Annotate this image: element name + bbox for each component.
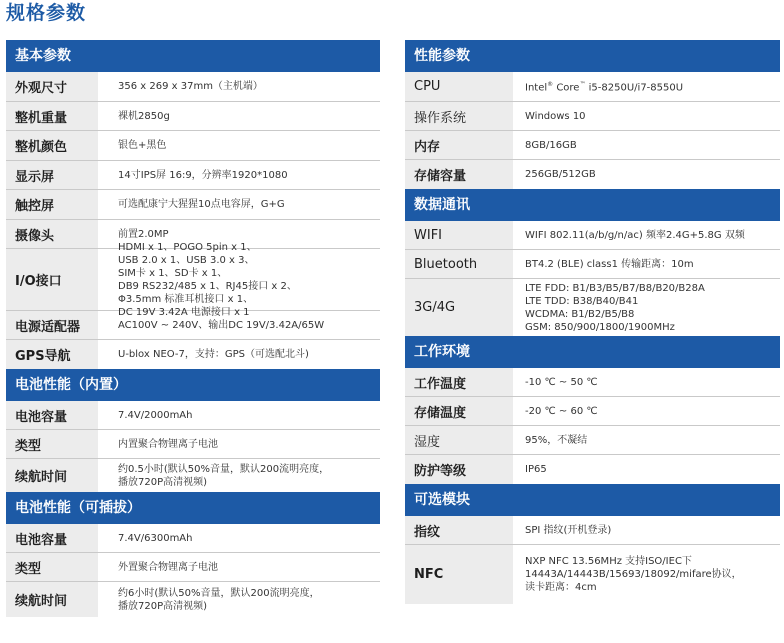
table-row: [405, 160, 780, 189]
section-battery-builtin: [6, 401, 380, 492]
table-row: [405, 397, 780, 426]
row-label: 电池容量: [6, 524, 98, 552]
table-row: [405, 221, 780, 250]
value-line: WCDMA: B1/B2/B5/B8: [525, 308, 635, 320]
value-line: 前置2.0MP: [118, 228, 169, 240]
value-line: AC100V ~ 240V、输出DC 19V/3.42A/65W: [118, 319, 325, 331]
section-header-battery-removable: 电池性能（可插拔）: [6, 492, 380, 524]
table-row: [6, 459, 380, 492]
value-line: Φ3.5mm 标准耳机接口 x 1、: [118, 293, 254, 305]
value-line: BT4.2 (BLE) class1 传输距离：10m: [525, 258, 694, 270]
row-label: WIFI: [405, 221, 513, 249]
row-value: [513, 279, 780, 336]
table-row: [405, 250, 780, 279]
row-value: [513, 516, 780, 544]
row-value: [513, 72, 780, 101]
row-value: [98, 241, 380, 318]
table-row: [6, 190, 380, 220]
row-value: [98, 553, 380, 581]
row-label: 防护等级: [405, 455, 513, 484]
row-label: 工作温度: [405, 368, 513, 396]
row-value: [98, 311, 380, 339]
value-line: Windows 10: [525, 110, 586, 122]
row-value: [513, 131, 780, 159]
value-line: SIM卡 x 1、SD卡 x 1、: [118, 267, 228, 279]
row-label: 续航时间: [6, 459, 98, 492]
row-value: [98, 190, 380, 219]
value-line: NXP NFC 13.56MHz 支持ISO/IEC下: [525, 556, 692, 567]
table-row: [6, 582, 380, 617]
value-line: 95%，不凝结: [525, 434, 588, 446]
value-line: 读卡距离：4cm: [525, 582, 597, 593]
table-row: [405, 545, 780, 604]
value-line: 356 x 269 x 37mm（主机端）: [118, 81, 263, 92]
row-value: [98, 72, 380, 101]
row-value: [513, 426, 780, 454]
value-part: ™: [579, 81, 586, 89]
row-value: [98, 582, 380, 617]
row-label: 触控屏: [6, 190, 98, 219]
table-row: [405, 426, 780, 455]
value-line: LTE TDD: B38/B40/B41: [525, 295, 639, 307]
row-value: [513, 397, 780, 425]
table-row: [6, 102, 380, 131]
row-label: 外观尺寸: [6, 72, 98, 101]
value-line: 约6小时(默认50%音量，默认200流明亮度，: [118, 587, 320, 599]
row-value: [513, 455, 780, 484]
value-line: HDMI x 1、POGO 5pin x 1、: [118, 241, 257, 253]
value-line: 7.4V/6300mAh: [118, 532, 193, 544]
section-basic: [6, 72, 380, 369]
value-part: Core: [553, 82, 580, 94]
row-label: I/O接口: [6, 249, 98, 310]
value-line: 播放720P高清视频): [118, 600, 208, 612]
row-label: 湿度: [405, 426, 513, 454]
row-label: 操作系统: [405, 102, 513, 130]
table-row: [6, 553, 380, 582]
row-label: NFC: [405, 545, 513, 604]
row-label: 存储容量: [405, 160, 513, 189]
section-battery-removable: [6, 524, 380, 617]
value-line: U-blox NEO-7，支持：GPS（可选配北斗): [118, 349, 309, 360]
table-row: [405, 102, 780, 131]
row-value: [98, 401, 380, 429]
value-line: WIFI 802.11(a/b/g/n/ac) 频率2.4G+5.8G 双频: [525, 229, 745, 241]
row-value: [98, 524, 380, 552]
row-label: 显示屏: [6, 161, 98, 189]
right-column: [405, 40, 780, 604]
section-header-battery-builtin: 电池性能（内置）: [6, 369, 380, 401]
section-optional: [405, 516, 780, 604]
row-value: [98, 340, 380, 369]
row-value: [98, 161, 380, 189]
row-value: [98, 102, 380, 130]
section-header-basic: 基本参数: [6, 40, 380, 72]
value-line: DC 19V 3.42A 电源接口 x 1: [118, 306, 250, 318]
row-label: 类型: [6, 430, 98, 458]
value-line: 可选配康宁大猩猩10点电容屏，G+G: [118, 199, 285, 210]
value-line: 约0.5小时(默认50%音量，默认200流明亮度，: [118, 463, 330, 475]
value-line: [525, 78, 780, 94]
value-line: 256GB/512GB: [525, 169, 596, 180]
value-line: 外置聚合物锂离子电池: [118, 561, 218, 573]
row-value: [98, 430, 380, 458]
row-value: [513, 160, 780, 189]
section-header-performance: 性能参数: [405, 40, 780, 72]
value-line: 7.4V/2000mAh: [118, 409, 193, 421]
table-row: [6, 401, 380, 430]
row-label: GPS导航: [6, 340, 98, 369]
value-line: 内置聚合物锂离子电池: [118, 438, 218, 450]
table-row: [6, 161, 380, 190]
row-label: 指纹: [405, 516, 513, 544]
value-line: IP65: [525, 464, 547, 475]
table-row: [405, 516, 780, 545]
value-line: 银色+黑色: [118, 140, 167, 151]
row-label: CPU: [405, 72, 513, 101]
value-line: -20 ℃ ~ 60 ℃: [525, 405, 598, 417]
row-label: 存储温度: [405, 397, 513, 425]
table-row: [6, 430, 380, 459]
table-row: [6, 311, 380, 340]
row-value: [513, 221, 780, 249]
value-part: ®: [547, 81, 554, 89]
section-header-optional: 可选模块: [405, 484, 780, 516]
row-value: [513, 545, 780, 604]
row-value: [98, 131, 380, 160]
table-row: [6, 340, 380, 369]
table-row: [405, 455, 780, 484]
value-part: Intel: [525, 82, 548, 94]
value-line: 播放720P高清视频): [118, 476, 208, 488]
section-header-comms: 数据通讯: [405, 189, 780, 221]
value-line: GSM: 850/900/1800/1900MHz: [525, 321, 675, 333]
row-label: 电源适配器: [6, 311, 98, 339]
value-line: LTE FDD: B1/B3/B5/B7/B8/B20/B28A: [525, 282, 705, 294]
value-line: 14443A/14443B/15693/18092/mifare协议，: [525, 569, 742, 580]
row-label: 整机重量: [6, 102, 98, 130]
row-label: 摄像头: [6, 220, 98, 248]
value-line: DB9 RS232/485 x 1、RJ45接口 x 2、: [118, 280, 297, 292]
value-part: i5-8250U/i7-8550U: [585, 82, 684, 94]
section-comms: [405, 221, 780, 336]
row-label: 内存: [405, 131, 513, 159]
table-row: [6, 72, 380, 102]
row-value: [513, 102, 780, 130]
value-line: SPI 指纹(开机登录): [525, 524, 612, 536]
row-label: Bluetooth: [405, 250, 513, 278]
value-line: -10 ℃ ~ 50 ℃: [525, 376, 598, 388]
left-column: [6, 40, 380, 617]
value-line: 裸机2850g: [118, 110, 170, 122]
row-label: 电池容量: [6, 401, 98, 429]
table-row: [405, 279, 780, 336]
section-header-environment: 工作环境: [405, 336, 780, 368]
table-row: [405, 368, 780, 397]
page-title: 规格参数: [6, 2, 87, 24]
row-label: 续航时间: [6, 582, 98, 617]
table-row: [405, 131, 780, 160]
value-line: 8GB/16GB: [525, 139, 577, 151]
table-row: [405, 72, 780, 102]
row-label: 类型: [6, 553, 98, 581]
table-row: [6, 131, 380, 161]
section-environment: [405, 368, 780, 484]
value-line: USB 2.0 x 1、USB 3.0 x 3、: [118, 254, 255, 266]
table-row: [6, 524, 380, 553]
table-row: [6, 241, 380, 318]
row-label: 整机颜色: [6, 131, 98, 160]
row-value: [513, 368, 780, 396]
section-performance: [405, 72, 780, 189]
row-value: [98, 459, 380, 492]
value-line: 14寸IPS屏 16:9，分辨率1920*1080: [118, 169, 288, 181]
row-value: [513, 250, 780, 278]
row-label: 3G/4G: [405, 279, 513, 336]
